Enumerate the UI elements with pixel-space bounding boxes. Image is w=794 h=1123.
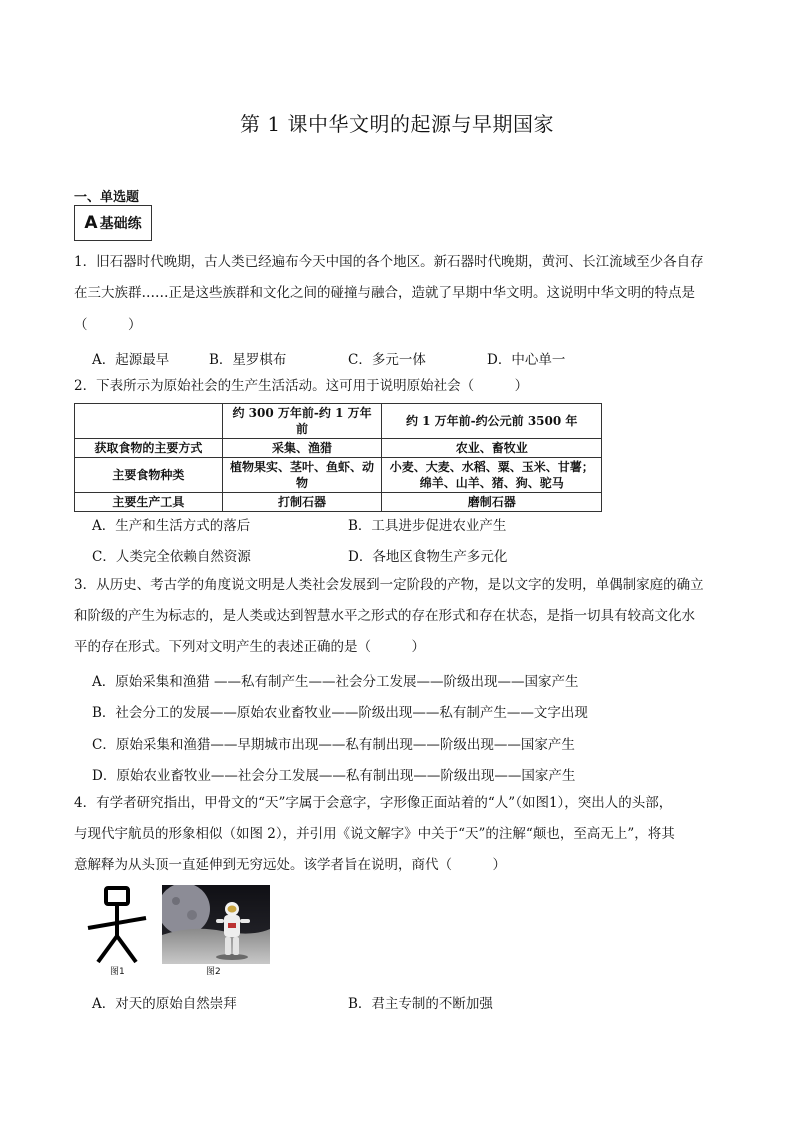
table-row [75,439,602,458]
q4-option-b[interactable]: B．君主专制的不断加强 [348,996,493,1012]
q2-option-b[interactable]: B．工具进步促进农业产生 [348,518,507,534]
figure1-caption: 图1 [110,967,125,977]
oracle-bone-tian-glyph [82,884,150,964]
badge-text: 基础练 [99,216,142,232]
q1-line3: （ ） [74,317,142,333]
table-header-cell [75,404,223,439]
table-header-row [75,404,602,439]
table-cell: 磨制石器 [382,493,602,512]
page-title: 第 1 课中华文明的起源与早期国家 [240,112,554,136]
table-cell: 农业、畜牧业 [382,439,602,458]
section-heading: 一、单选题 [74,190,140,205]
level-badge [74,205,152,241]
badge-letter: A [84,213,98,233]
q1-option-b[interactable]: B．星罗棋布 [209,352,287,368]
oracle-bone-tian-figure [82,884,150,977]
table-cell: 获取食物的主要方式 [75,439,223,458]
q1-line2: 在三大族群……正是这些族群和文化之间的碰撞与融合，造就了早期中华文明。这说明中华文明的特点是 [74,285,695,301]
table-cell: 主要生产工具 [75,493,223,512]
q3-line3: 平的存在形式。下列对文明产生的表述正确的是（ ） [74,639,425,655]
table-row [75,458,602,493]
figure2-caption: 图2 [206,967,221,977]
astronaut-photo [162,885,270,977]
table-header-cell: 约 1 万年前-约公元前 3500 年 [382,404,602,439]
q3-option-c[interactable]: C．原始采集和渔猎——早期城市出现——私有制出现——阶级出现——国家产生 [92,737,575,753]
table-cell: 采集、渔猎 [222,439,382,458]
astronaut-image [162,885,270,964]
table-cell: 小麦、大麦、水稻、粟、玉米、甘薯；绵羊、山羊、猪、狗、驼马 [382,458,602,493]
q1-option-d[interactable]: D．中心单一 [487,352,566,368]
table-row [75,493,602,512]
q1-line1: 1．旧石器时代晚期，古人类已经遍布今天中国的各个地区。新石器时代晚期，黄河、长江流域至少各自存 [74,254,704,270]
q3-option-d[interactable]: D．原始农业畜牧业——社会分工发展——私有制出现——阶级出现——国家产生 [92,768,576,784]
q3-option-b[interactable]: B．社会分工的发展——原始农业畜牧业——阶级出现——私有制产生——文字出现 [92,705,588,721]
q4-line3: 意解释为从头顶一直延伸到无穷远处。该学者旨在说明，商代（ ） [74,857,506,873]
q2-option-d[interactable]: D．各地区食物生产多元化 [348,549,508,565]
q1-option-a[interactable]: A．起源最早 [92,352,170,368]
q2-option-a[interactable]: A．生产和生活方式的落后 [92,518,251,534]
q1-option-c[interactable]: C．多元一体 [348,352,426,368]
table-header-cell: 约 300 万年前-约 1 万年前 [222,404,382,439]
q4-line1: 4．有学者研究指出，甲骨文的“天”字属于会意字，字形像正面站着的“人”（如图1），突出人的头部， [74,795,673,811]
table-cell: 主要食物种类 [75,458,223,493]
q4-option-a[interactable]: A．对天的原始自然崇拜 [92,996,237,1012]
q4-line2: 与现代宇航员的形象相似（如图 2），并引用《说文解字》中关于“天”的注解“颠也，至高无上”，将其 [74,826,675,842]
q2-line1: 2．下表所示为原始社会的生产生活活动。这可用于说明原始社会（ ） [74,378,529,394]
table-cell: 打制石器 [222,493,382,512]
q3-option-a[interactable]: A．原始采集和渔猎 ——私有制产生——社会分工发展——阶级出现——国家产生 [92,674,579,690]
table-cell: 植物果实、茎叶、鱼虾、动物 [222,458,382,493]
q3-line1: 3．从历史、考古学的角度说文明是人类社会发展到一定阶段的产物，是以文字的发明，单偶制家庭的确立 [74,577,704,593]
q3-line2: 和阶级的产生为标志的，是人类或达到智慧水平之形式的存在形式和存在状态，是指一切具有较高文化水 [74,608,695,624]
q2-table [74,403,602,512]
q2-option-c[interactable]: C．人类完全依赖自然资源 [92,549,251,565]
